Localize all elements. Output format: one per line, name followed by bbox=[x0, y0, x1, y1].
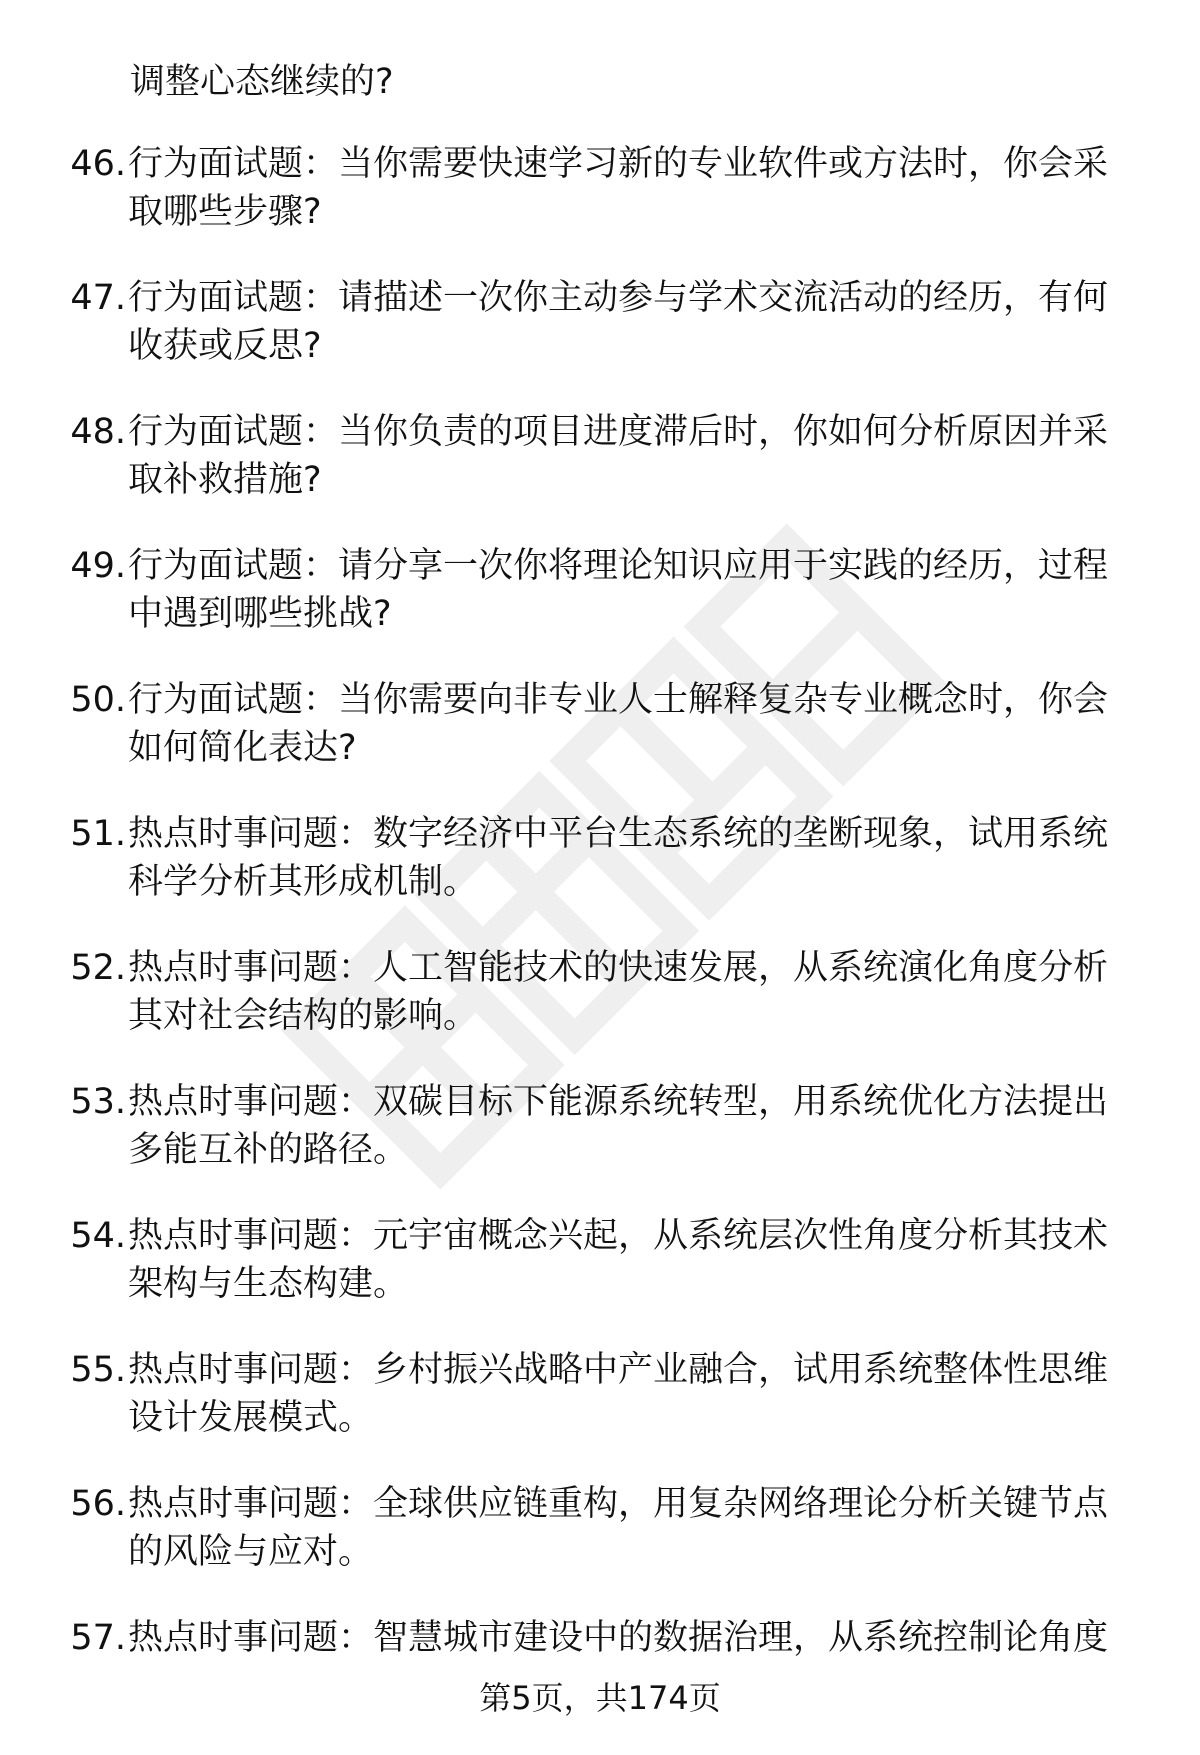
question-text: 热点时事问题：全球供应链重构，用复杂网络理论分析关键节点的风险与应对。 bbox=[128, 1484, 1109, 1572]
question-number: 56. bbox=[70, 1484, 126, 1524]
question-number: 52. bbox=[70, 948, 126, 988]
question-text: 热点时事问题：数字经济中平台生态系统的垄断现象，试用系统科学分析其形成机制。 bbox=[128, 814, 1109, 902]
question-item bbox=[0, 1614, 1140, 1662]
question-item bbox=[0, 810, 1140, 906]
question-number: 46. bbox=[70, 144, 126, 184]
question-item bbox=[0, 944, 1140, 1040]
question-item bbox=[0, 1078, 1140, 1174]
question-number: 48. bbox=[70, 412, 126, 452]
question-number: 51. bbox=[70, 814, 126, 854]
question-text: 行为面试题：请分享一次你将理论知识应用于实践的经历，过程中遇到哪些挑战? bbox=[128, 546, 1109, 634]
question-item bbox=[0, 1480, 1140, 1576]
question-item bbox=[0, 1212, 1140, 1308]
question-text: 行为面试题：当你需要向非专业人士解释复杂专业概念时，你会如何简化表达? bbox=[128, 680, 1109, 768]
question-text: 热点时事问题：元宇宙概念兴起，从系统层次性角度分析其技术架构与生态构建。 bbox=[128, 1216, 1109, 1304]
previous-question-continuation: 调整心态继续的? bbox=[130, 62, 394, 102]
page-number-footer: 第5页，共174页 bbox=[479, 1679, 721, 1717]
question-text: 行为面试题：请描述一次你主动参与学术交流活动的经历，有何收获或反思? bbox=[128, 278, 1109, 366]
question-number: 57. bbox=[70, 1618, 126, 1658]
question-number: 55. bbox=[70, 1350, 126, 1390]
question-number: 53. bbox=[70, 1082, 126, 1122]
question-number: 54. bbox=[70, 1216, 126, 1256]
question-item bbox=[0, 408, 1140, 504]
question-number: 47. bbox=[70, 278, 126, 318]
question-number: 50. bbox=[70, 680, 126, 720]
question-item bbox=[0, 274, 1140, 370]
question-text: 热点时事问题：智慧城市建设中的数据治理，从系统控制论角度 bbox=[128, 1618, 1109, 1658]
question-number: 49. bbox=[70, 546, 126, 586]
question-text: 行为面试题：当你负责的项目进度滞后时，你如何分析原因并采取补救措施? bbox=[128, 412, 1109, 500]
question-item bbox=[0, 1346, 1140, 1442]
question-item bbox=[0, 542, 1140, 638]
question-text: 热点时事问题：人工智能技术的快速发展，从系统演化角度分析其对社会结构的影响。 bbox=[128, 948, 1109, 1036]
question-item bbox=[0, 676, 1140, 772]
question-text: 行为面试题：当你需要快速学习新的专业软件或方法时，你会采取哪些步骤? bbox=[128, 144, 1109, 232]
question-list bbox=[0, 140, 1200, 1700]
question-item bbox=[0, 140, 1140, 236]
question-text: 热点时事问题：乡村振兴战略中产业融合，试用系统整体性思维设计发展模式。 bbox=[128, 1350, 1109, 1438]
question-text: 热点时事问题：双碳目标下能源系统转型，用系统优化方法提出多能互补的路径。 bbox=[128, 1082, 1109, 1170]
